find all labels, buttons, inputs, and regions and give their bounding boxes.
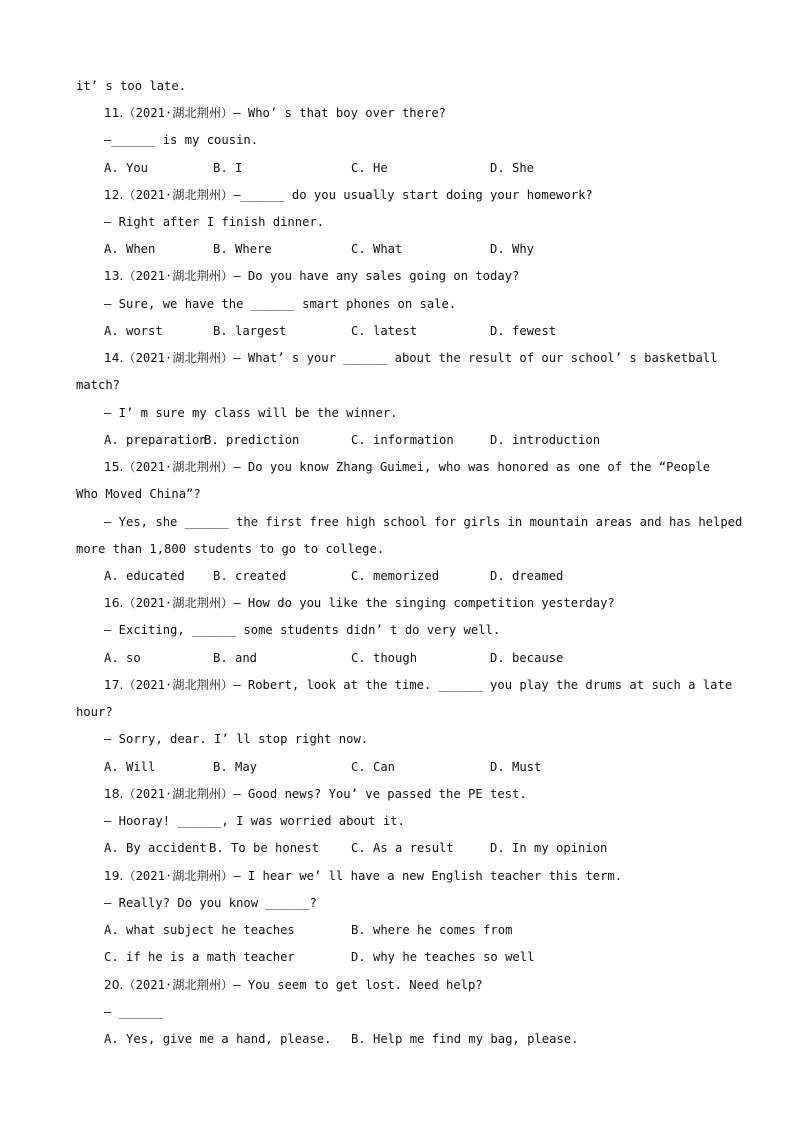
question-source: （2021·湖北荆州）	[123, 678, 234, 692]
option-a: A. By accident	[104, 841, 207, 855]
option-c: C. What	[351, 242, 403, 256]
option-c: C. though	[351, 651, 418, 665]
question-11-line-2: —______ is my cousin.	[104, 133, 259, 147]
question-source: （2021·湖北荆州）	[123, 787, 234, 801]
question-text: — You seem to get lost. Need help?	[233, 978, 483, 992]
question-source: （2021·湖北荆州）	[123, 351, 234, 365]
question-text: — Good news? You’ ve passed the PE test.	[233, 787, 527, 801]
question-number: 17.	[104, 678, 124, 692]
option-d: D. Must	[490, 760, 542, 774]
question-source: （2021·湖北荆州）	[123, 978, 234, 992]
question-13-line-1	[104, 268, 519, 284]
question-16-line-2: — Exciting, ______ some students didn’ t do very well.	[104, 623, 501, 637]
option-b: B. Help me find my bag, please.	[351, 1032, 579, 1046]
option-d: D. why he teaches so well	[351, 950, 535, 964]
question-20-line-2: — ______	[104, 1005, 163, 1019]
option-b: B. where he comes from	[351, 923, 513, 937]
question-18-line-2: — Hooray! ______, I was worried about it.	[104, 814, 405, 828]
option-b: B. prediction	[204, 433, 300, 447]
question-text: — Do you know Zhang Guimei, who was honored as one of the “People	[233, 460, 711, 474]
question-14-line-1-cont: match?	[76, 378, 121, 392]
option-c: C. if he is a math teacher	[104, 950, 295, 964]
question-number: 12.	[104, 188, 124, 202]
option-d: D. because	[490, 651, 564, 665]
question-text: — Do you have any sales going on today?	[233, 269, 520, 283]
question-15-line-1	[104, 459, 710, 475]
option-b: B. created	[213, 569, 287, 583]
question-14-line-1	[104, 350, 717, 366]
question-19-line-2: — Really? Do you know ______?	[104, 896, 317, 910]
question-text: — I hear we’ ll have a new English teacher this term.	[233, 869, 623, 883]
option-b: B. and	[213, 651, 258, 665]
option-d: D. dreamed	[490, 569, 564, 583]
question-text: — Robert, look at the time. ______ you play the drums at such a late	[233, 678, 733, 692]
option-a: A. Yes, give me a hand, please.	[104, 1032, 332, 1046]
question-source: （2021·湖北荆州）	[123, 460, 234, 474]
question-11-line-1	[104, 105, 446, 121]
option-a: A. educated	[104, 569, 185, 583]
option-b: B. May	[213, 760, 258, 774]
question-text: — How do you like the singing competition yesterday?	[233, 596, 615, 610]
question-text: —______ do you usually start doing your homework?	[233, 188, 593, 202]
option-a: A. worst	[104, 324, 163, 338]
question-number: 20.	[104, 978, 124, 992]
option-c: C. information	[351, 433, 454, 447]
option-c: C. As a result	[351, 841, 454, 855]
option-c: C. Can	[351, 760, 396, 774]
question-15-line-1-cont: Who Moved China”?	[76, 487, 201, 501]
option-b: B. Where	[213, 242, 272, 256]
question-source: （2021·湖北荆州）	[123, 869, 234, 883]
question-12-line-2: — Right after I finish dinner.	[104, 215, 325, 229]
option-a: A. so	[104, 651, 141, 665]
option-d: D. In my opinion	[490, 841, 608, 855]
question-15-line-2-cont: more than 1,800 students to go to college.	[76, 542, 385, 556]
question-15-line-2: — Yes, she ______ the first free high school for girls in mountain areas and has helped	[104, 515, 743, 529]
question-number: 13.	[104, 269, 124, 283]
option-d: D. She	[490, 161, 535, 175]
option-d: D. fewest	[490, 324, 557, 338]
option-a: A. Will	[104, 760, 156, 774]
question-number: 11.	[104, 106, 124, 120]
option-a: A. When	[104, 242, 156, 256]
question-source: （2021·湖北荆州）	[123, 188, 234, 202]
option-a: A. what subject he teaches	[104, 923, 295, 937]
question-number: 15.	[104, 460, 124, 474]
question-17-line-1-cont: hour?	[76, 705, 113, 719]
question-20-line-1	[104, 977, 483, 993]
question-text: — What’ s your ______ about the result of our school’ s basketball	[233, 351, 718, 365]
option-a: A. preparation	[104, 433, 207, 447]
question-13-line-2: — Sure, we have the ______ smart phones on sale.	[104, 297, 457, 311]
question-18-line-1	[104, 786, 527, 802]
option-a: A. You	[104, 161, 149, 175]
question-text: — Who’ s that boy over there?	[233, 106, 446, 120]
question-number: 19.	[104, 869, 124, 883]
question-number: 18.	[104, 787, 124, 801]
question-source: （2021·湖北荆州）	[123, 106, 234, 120]
option-b: B. To be honest	[209, 841, 320, 855]
question-17-line-2: — Sorry, dear. I’ ll stop right now.	[104, 732, 369, 746]
option-b: B. largest	[213, 324, 287, 338]
option-b: B. I	[213, 161, 243, 175]
option-c: C. latest	[351, 324, 418, 338]
question-16-line-1	[104, 595, 615, 611]
question-14-line-2: — I’ m sure my class will be the winner.	[104, 406, 398, 420]
question-12-line-1	[104, 187, 593, 203]
question-17-line-1	[104, 677, 732, 693]
intro-line: it’ s too late.	[76, 79, 187, 93]
option-c: C. memorized	[351, 569, 440, 583]
question-number: 16.	[104, 596, 124, 610]
question-number: 14.	[104, 351, 124, 365]
question-source: （2021·湖北荆州）	[123, 596, 234, 610]
question-19-line-1	[104, 868, 622, 884]
option-d: D. Why	[490, 242, 535, 256]
question-source: （2021·湖北荆州）	[123, 269, 234, 283]
option-d: D. introduction	[490, 433, 601, 447]
option-c: C. He	[351, 161, 388, 175]
